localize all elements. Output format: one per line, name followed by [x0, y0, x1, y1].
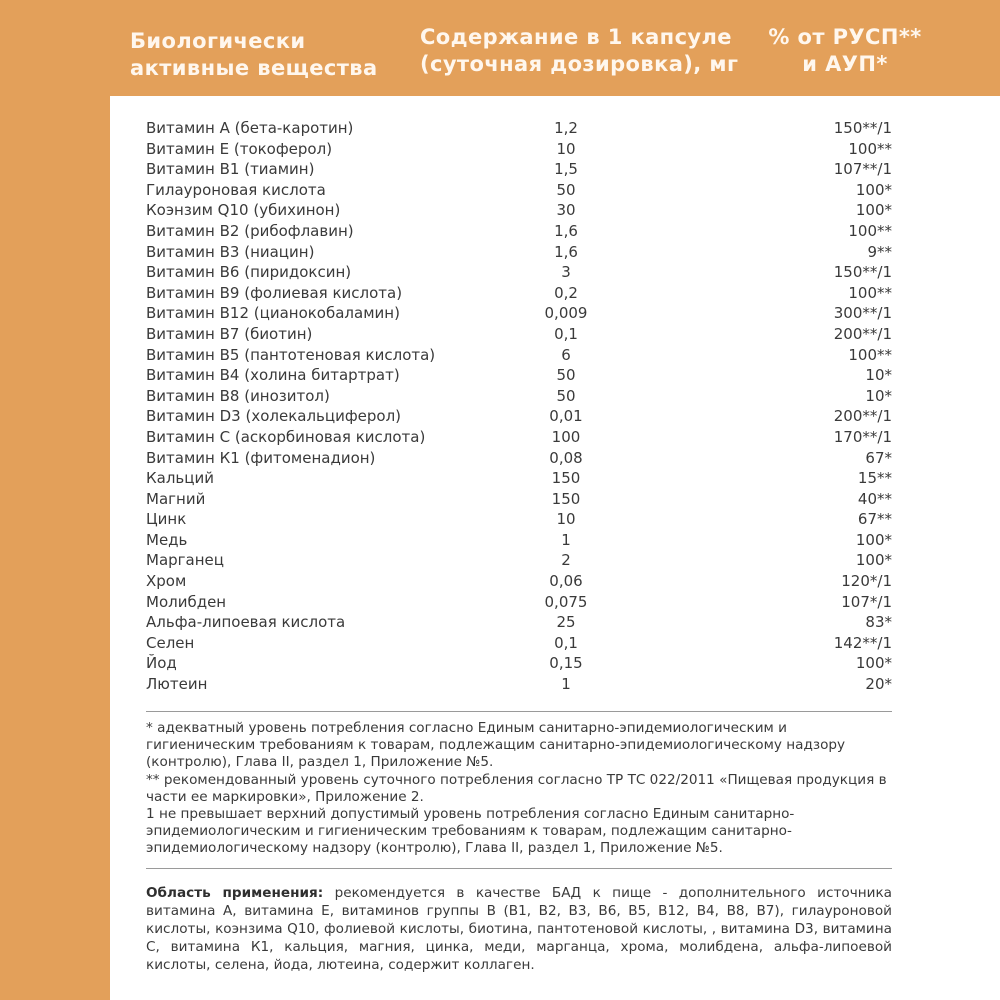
nutrient-amount: 0,075: [544, 592, 588, 611]
nutrient-name: Йод: [146, 654, 177, 673]
footnotes: [146, 720, 892, 858]
nutrient-name: Витамин В3 (ниацин): [146, 242, 315, 261]
nutrient-name: Витамин С (аскорбиновая кислота): [146, 427, 426, 446]
nutrient-amount: 6: [561, 345, 571, 364]
nutrient-amount: 150: [551, 489, 581, 508]
nutrient-name: Альфа-липоевая кислота: [146, 613, 346, 632]
nutrient-percent: 150**/1: [833, 119, 892, 137]
nutrient-name: Лютеин: [146, 675, 208, 694]
table-row: [146, 530, 892, 551]
footnote-one: 1 не превышает верхний допустимый уровень потребления согласно Единым санитарно-эпидемиологическим и гигиеническим требованиям к товарам, подлежащим санитарно-эпидемиологическому надзору (контролю), Глава II, раздел 1, Приложение №5.: [146, 806, 795, 857]
nutrient-amount: 150: [551, 469, 581, 488]
nutrient-name: Витамин В1 (тиамин): [146, 160, 315, 179]
nutrient-amount: 100: [551, 427, 581, 446]
table-row: [146, 345, 892, 366]
nutrient-amount: 0,06: [549, 572, 583, 591]
nutrient-percent: 83*: [865, 613, 892, 632]
nutrient-percent: 142**/1: [833, 633, 892, 652]
nutrient-name: Витамин В4 (холина битартрат): [146, 366, 400, 385]
table-row: [146, 242, 892, 263]
footnote-double-star: ** рекомендованный уровень суточного потребления согласно ТР ТС 022/2011 «Пищевая продукция в части ее маркировки», Приложение 2.: [146, 771, 887, 805]
nutrient-percent: 170**/1: [833, 427, 892, 446]
nutrient-percent: 100*: [855, 654, 892, 673]
nutrient-name: Витамин В9 (фолиевая кислота): [146, 283, 403, 302]
nutrient-percent: 9**: [867, 242, 892, 261]
nutrient-percent: 100*: [855, 180, 892, 199]
nutrient-percent: 300**/1: [833, 304, 892, 323]
table-row: [146, 262, 892, 283]
nutrient-percent: 200**/1: [833, 324, 892, 343]
nutrient-percent: 10*: [865, 386, 892, 405]
nutrient-amount: 0,009: [544, 304, 588, 323]
table-row: [146, 674, 892, 695]
table-row: [146, 550, 892, 571]
table-row: [146, 324, 892, 345]
nutrient-name: Медь: [146, 530, 188, 549]
nutrient-percent: 100*: [855, 201, 892, 220]
nutrient-amount: 50: [556, 180, 576, 199]
table-row: [146, 612, 892, 633]
nutrient-name: Витамин Е (токоферол): [146, 139, 333, 158]
table-row: [146, 139, 892, 160]
table-row: [146, 406, 892, 427]
usage-area: [146, 884, 892, 974]
nutrient-amount: 0,2: [554, 283, 578, 302]
nutrient-amount: 0,08: [549, 448, 583, 467]
nutrient-amount: 0,1: [554, 324, 578, 343]
nutrient-percent: 100**: [848, 283, 892, 302]
content-panel: [110, 96, 1000, 1000]
nutrient-amount: 0,15: [549, 654, 583, 673]
nutrient-amount: 30: [556, 201, 576, 220]
header-content-line1: Содержание в 1 капсуле: [420, 25, 732, 49]
nutrient-name: Коэнзим Q10 (убихинон): [146, 201, 341, 220]
header-percent: [760, 24, 930, 78]
nutrient-name: Витамин В12 (цианокобаламин): [146, 304, 400, 323]
nutrient-amount: 1: [561, 675, 571, 694]
table-row: [146, 468, 892, 489]
header-substances-line1: Биологически: [130, 29, 306, 53]
nutrient-amount: 1,6: [554, 221, 578, 240]
table-row: [146, 489, 892, 510]
nutrient-percent: 20*: [865, 675, 892, 694]
nutrient-name: Витамин В2 (рибофлавин): [146, 221, 354, 240]
nutrient-amount: 1,6: [554, 242, 578, 261]
table-row: [146, 633, 892, 654]
nutrient-name: Гилауроновая кислота: [146, 180, 326, 199]
table-row: [146, 509, 892, 530]
table-header: [0, 0, 1000, 96]
nutrient-table: [146, 118, 892, 695]
nutrient-amount: 1,5: [554, 160, 578, 179]
header-content: [420, 24, 738, 78]
nutrient-percent: 200**/1: [833, 407, 892, 426]
nutrient-name: Витамин В6 (пиридоксин): [146, 263, 352, 282]
nutrient-amount: 50: [556, 386, 576, 405]
nutrient-percent: 150**/1: [833, 263, 892, 282]
header-substances: [130, 28, 378, 82]
header-content-line2: (суточная дозировка), мг: [420, 52, 739, 76]
nutrient-amount: 10: [556, 510, 576, 529]
nutrient-name: Марганец: [146, 551, 224, 570]
usage-area-label: Область применения:: [146, 885, 324, 901]
nutrient-name: Цинк: [146, 510, 187, 529]
table-row: [146, 200, 892, 221]
table-row: [146, 118, 892, 139]
table-row: [146, 159, 892, 180]
nutrient-percent: 100**: [848, 139, 892, 158]
table-row: [146, 283, 892, 304]
header-substances-line2: активные вещества: [130, 56, 378, 80]
divider-bottom: [146, 868, 892, 869]
header-percent-line1: % от РУСП**: [768, 25, 922, 49]
nutrient-percent: 67*: [865, 448, 892, 467]
nutrient-amount: 1,2: [554, 119, 578, 137]
header-percent-line2: и АУП*: [802, 52, 888, 76]
table-row: [146, 180, 892, 201]
divider-top: [146, 711, 892, 712]
nutrient-percent: 100**: [848, 345, 892, 364]
table-row: [146, 571, 892, 592]
nutrient-name: Хром: [146, 572, 187, 591]
nutrient-amount: 25: [556, 613, 576, 632]
nutrient-name: Селен: [146, 633, 195, 652]
nutrient-amount: 10: [556, 139, 576, 158]
nutrient-name: Молибден: [146, 592, 227, 611]
nutrient-percent: 40**: [857, 489, 892, 508]
nutrient-name: Магний: [146, 489, 206, 508]
nutrient-percent: 107*/1: [841, 592, 892, 611]
nutrient-percent: 10*: [865, 366, 892, 385]
table-row: [146, 365, 892, 386]
nutrient-name: Витамин В7 (биотин): [146, 324, 313, 343]
nutrient-amount: 0,1: [554, 633, 578, 652]
nutrient-percent: 120*/1: [841, 572, 892, 591]
table-row: [146, 653, 892, 674]
nutrient-amount: 0,01: [549, 407, 583, 426]
nutrient-name: Витамин А (бета-каротин): [146, 119, 354, 137]
table-row: [146, 221, 892, 242]
nutrient-percent: 67**: [857, 510, 892, 529]
table-row: [146, 448, 892, 469]
nutrient-amount: 3: [561, 263, 571, 282]
nutrient-percent: 100*: [855, 530, 892, 549]
table-row: [146, 303, 892, 324]
footnote-single-star: * адекватный уровень потребления согласно Единым санитарно-эпидемиологическим и гигиеническим требованиям к товарам, подлежащим санитарно-эпидемиологическому надзору (контролю), Глава II, раздел 1, Приложение №5.: [146, 720, 846, 771]
table-row: [146, 427, 892, 448]
table-row: [146, 386, 892, 407]
nutrient-percent: 100**: [848, 221, 892, 240]
usage-area-text: рекомендуется в качестве БАД к пище - дополнительного источника витамина А, витамина Е, витаминов группы В (В1, В2, В3, В6, В5, В12, В4, В8, В7), гилауроновой кислоты, коэнзима Q10, фолиевой кислоты, биотина, пантотеновой кислоты, , витамина D3, витамина С, витамина К1, кальция, магния, цинка, меди, марганца, хрома, молибдена, альфа-липоевой кислоты, селена, йода, лютеина, содержит коллаген.: [146, 885, 892, 973]
nutrient-amount: 2: [561, 551, 571, 570]
nutrient-amount: 1: [561, 530, 571, 549]
nutrient-name: Витамин В5 (пантотеновая кислота): [146, 345, 436, 364]
nutrient-amount: 50: [556, 366, 576, 385]
nutrient-name: Витамин D3 (холекальциферол): [146, 407, 402, 426]
nutrient-percent: 107**/1: [833, 160, 892, 179]
table-row: [146, 592, 892, 613]
nutrient-name: Витамин К1 (фитоменадион): [146, 448, 376, 467]
nutrient-percent: 100*: [855, 551, 892, 570]
nutrient-percent: 15**: [857, 469, 892, 488]
nutrient-name: Кальций: [146, 469, 214, 488]
nutrient-name: Витамин В8 (инозитол): [146, 386, 330, 405]
